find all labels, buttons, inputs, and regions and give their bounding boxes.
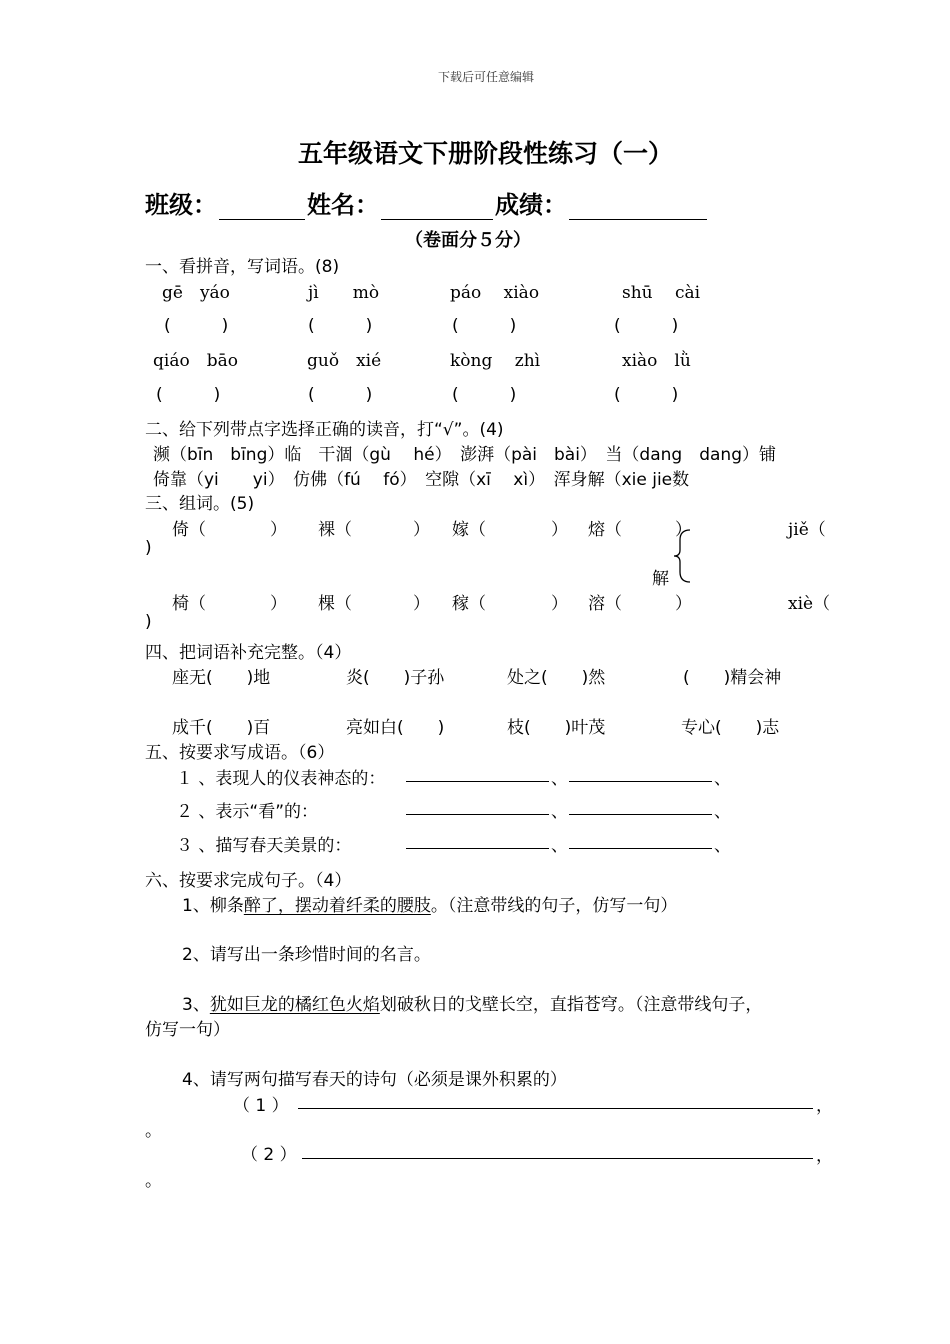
- section3-heading: 三、组词。(5): [145, 494, 255, 514]
- idiom-5: 成千( )百: [172, 718, 271, 738]
- sentence-3-underlined: 犹如巨龙的橘红色火焰: [209, 995, 380, 1015]
- page-title: 五年级语文下册阶段性练习（一）: [298, 139, 674, 168]
- word-group-1: 倚（: [172, 520, 206, 540]
- section5-heading: 五、按要求写成语。（6）: [145, 743, 335, 763]
- poem-label-1: （ 1 ）: [233, 1096, 289, 1116]
- answer-blank[interactable]: ( ): [614, 316, 679, 336]
- section4-heading: 四、把词语补充完整。（4）: [145, 643, 352, 663]
- sentence-task-4: 4、请写两句描写春天的诗句（必须是课外积累的）: [182, 1070, 567, 1090]
- sentence-1-prefix: 1、柳条: [182, 896, 244, 916]
- name-blank[interactable]: [381, 195, 493, 220]
- separator: 、: [551, 802, 568, 822]
- idiom-6: 亮如白( ): [346, 718, 445, 738]
- answer-blank[interactable]: ( ): [308, 385, 373, 405]
- word-group-2: 裸（: [318, 520, 352, 540]
- poem-answer-line-1[interactable]: [298, 1108, 813, 1109]
- period: 。: [145, 1121, 162, 1141]
- xie-pinyin: xiè（: [788, 594, 831, 614]
- pinyin-5: qiáo bāo: [153, 351, 238, 371]
- answer-line[interactable]: [406, 848, 549, 849]
- answer-blank[interactable]: ( ): [308, 316, 373, 336]
- word-group-1-close: ）: [270, 520, 287, 540]
- name-label: 姓名：: [307, 191, 379, 219]
- word-group-7: 稼（: [452, 594, 486, 614]
- word-group-6-close: ）: [413, 594, 430, 614]
- word-group-7-close: ）: [551, 594, 568, 614]
- section2-line2: 倚靠（yi yi） 仿佛（fú fó） 空隙（xī xì） 浑身解（xie jie数: [153, 470, 690, 490]
- section1-heading: 一、看拼音，写词语。(8): [145, 257, 340, 277]
- idiom-1: 座无( )地: [172, 668, 271, 688]
- idiom-prompt-2: ２ 、表示“看”的：: [176, 802, 319, 822]
- answer-line[interactable]: [569, 848, 712, 849]
- pinyin-2: jì mò: [308, 283, 380, 303]
- separator: 、: [714, 802, 731, 822]
- comma: ，: [816, 1096, 833, 1116]
- pinyin-4: shū cài: [622, 283, 701, 303]
- comma: ，: [816, 1146, 833, 1166]
- word-group-5: 椅（: [172, 594, 206, 614]
- word-group-3: 嫁（: [452, 520, 486, 540]
- sentence-1-suffix: 。（注意带线的句子，仿写一句）: [430, 896, 678, 916]
- separator: 、: [551, 836, 568, 856]
- sentence-task-3: [182, 990, 762, 1015]
- answer-line[interactable]: [569, 781, 712, 782]
- idiom-4: ( )精会神: [683, 668, 782, 688]
- idiom-8: 专心( )志: [681, 718, 780, 738]
- poem-label-2: （ 2 ）: [241, 1145, 297, 1165]
- sentence-3-prefix: 3、: [182, 995, 210, 1015]
- separator: 、: [714, 769, 731, 789]
- word-group-6: 棵（: [318, 594, 352, 614]
- score-label: 成绩：: [495, 191, 567, 219]
- word-group-4: 熔（: [588, 520, 622, 540]
- word-group-2-close: ）: [413, 520, 430, 540]
- sentence-task-1: [182, 891, 677, 916]
- section2-line1: 濒（bīn bīng）临 干涸（gù hé） 澎湃（pài bài） 当（dang dang）铺: [153, 445, 776, 465]
- page-header: 下载后可任意编辑: [438, 70, 535, 84]
- score-blank[interactable]: [569, 195, 707, 220]
- class-label: 班级：: [145, 191, 217, 219]
- answer-blank[interactable]: ( ): [452, 316, 517, 336]
- xie-close: ): [145, 612, 152, 632]
- word-group-8: 溶（: [588, 594, 622, 614]
- period: 。: [145, 1171, 162, 1191]
- answer-blank[interactable]: ( ): [164, 316, 229, 336]
- pinyin-8: xiào lǜ: [622, 351, 691, 371]
- separator: 、: [714, 836, 731, 856]
- sentence-task-2: 2、请写出一条珍惜时间的名言。: [182, 945, 431, 965]
- idiom-7: 枝( )叶茂: [507, 718, 606, 738]
- jie-character: 解: [652, 569, 669, 589]
- sentence-1-underlined: 醉了，摆动着纤柔的腰肢: [243, 896, 431, 916]
- answer-blank[interactable]: ( ): [156, 385, 221, 405]
- section2-heading: 二、给下列带点字选择正确的读音，打“√”。(4): [145, 420, 504, 440]
- answer-blank[interactable]: ( ): [614, 385, 679, 405]
- answer-line[interactable]: [569, 814, 712, 815]
- idiom-3: 处之( )然: [507, 668, 606, 688]
- jie-pinyin: jiě（: [788, 520, 826, 540]
- pinyin-1: gē yáo: [162, 283, 230, 303]
- sentence-3-suffix: 划破秋日的戈壁长空，直指苍穹。（注意带线句子，: [379, 995, 763, 1015]
- pinyin-7: kòng zhì: [450, 351, 541, 371]
- separator: 、: [551, 769, 568, 789]
- jie-close: ): [145, 538, 152, 558]
- poem-answer-line-2[interactable]: [302, 1158, 813, 1159]
- answer-line[interactable]: [406, 781, 549, 782]
- word-group-5-close: ）: [270, 594, 287, 614]
- class-info-row: [145, 185, 709, 220]
- idiom-prompt-1: １ 、表现人的仪表神态的：: [176, 769, 386, 789]
- subtitle: （卷面分５分）: [405, 230, 531, 251]
- section6-heading: 六、按要求完成句子。（4）: [145, 871, 352, 891]
- pinyin-6: guǒ xié: [307, 351, 382, 371]
- word-group-3-close: ）: [551, 520, 568, 540]
- idiom-prompt-3: ３ 、描写春天美景的：: [176, 836, 352, 856]
- word-group-4-close: ）: [675, 520, 692, 540]
- answer-blank[interactable]: ( ): [452, 385, 517, 405]
- word-group-8-close: ）: [675, 594, 692, 614]
- pinyin-3: páo xiào: [450, 283, 540, 303]
- answer-line[interactable]: [406, 814, 549, 815]
- brace-icon: [672, 528, 696, 584]
- sentence-task-3-cont: 仿写一句）: [145, 1020, 230, 1040]
- idiom-2: 炎( )子孙: [346, 668, 445, 688]
- class-blank[interactable]: [219, 195, 305, 220]
